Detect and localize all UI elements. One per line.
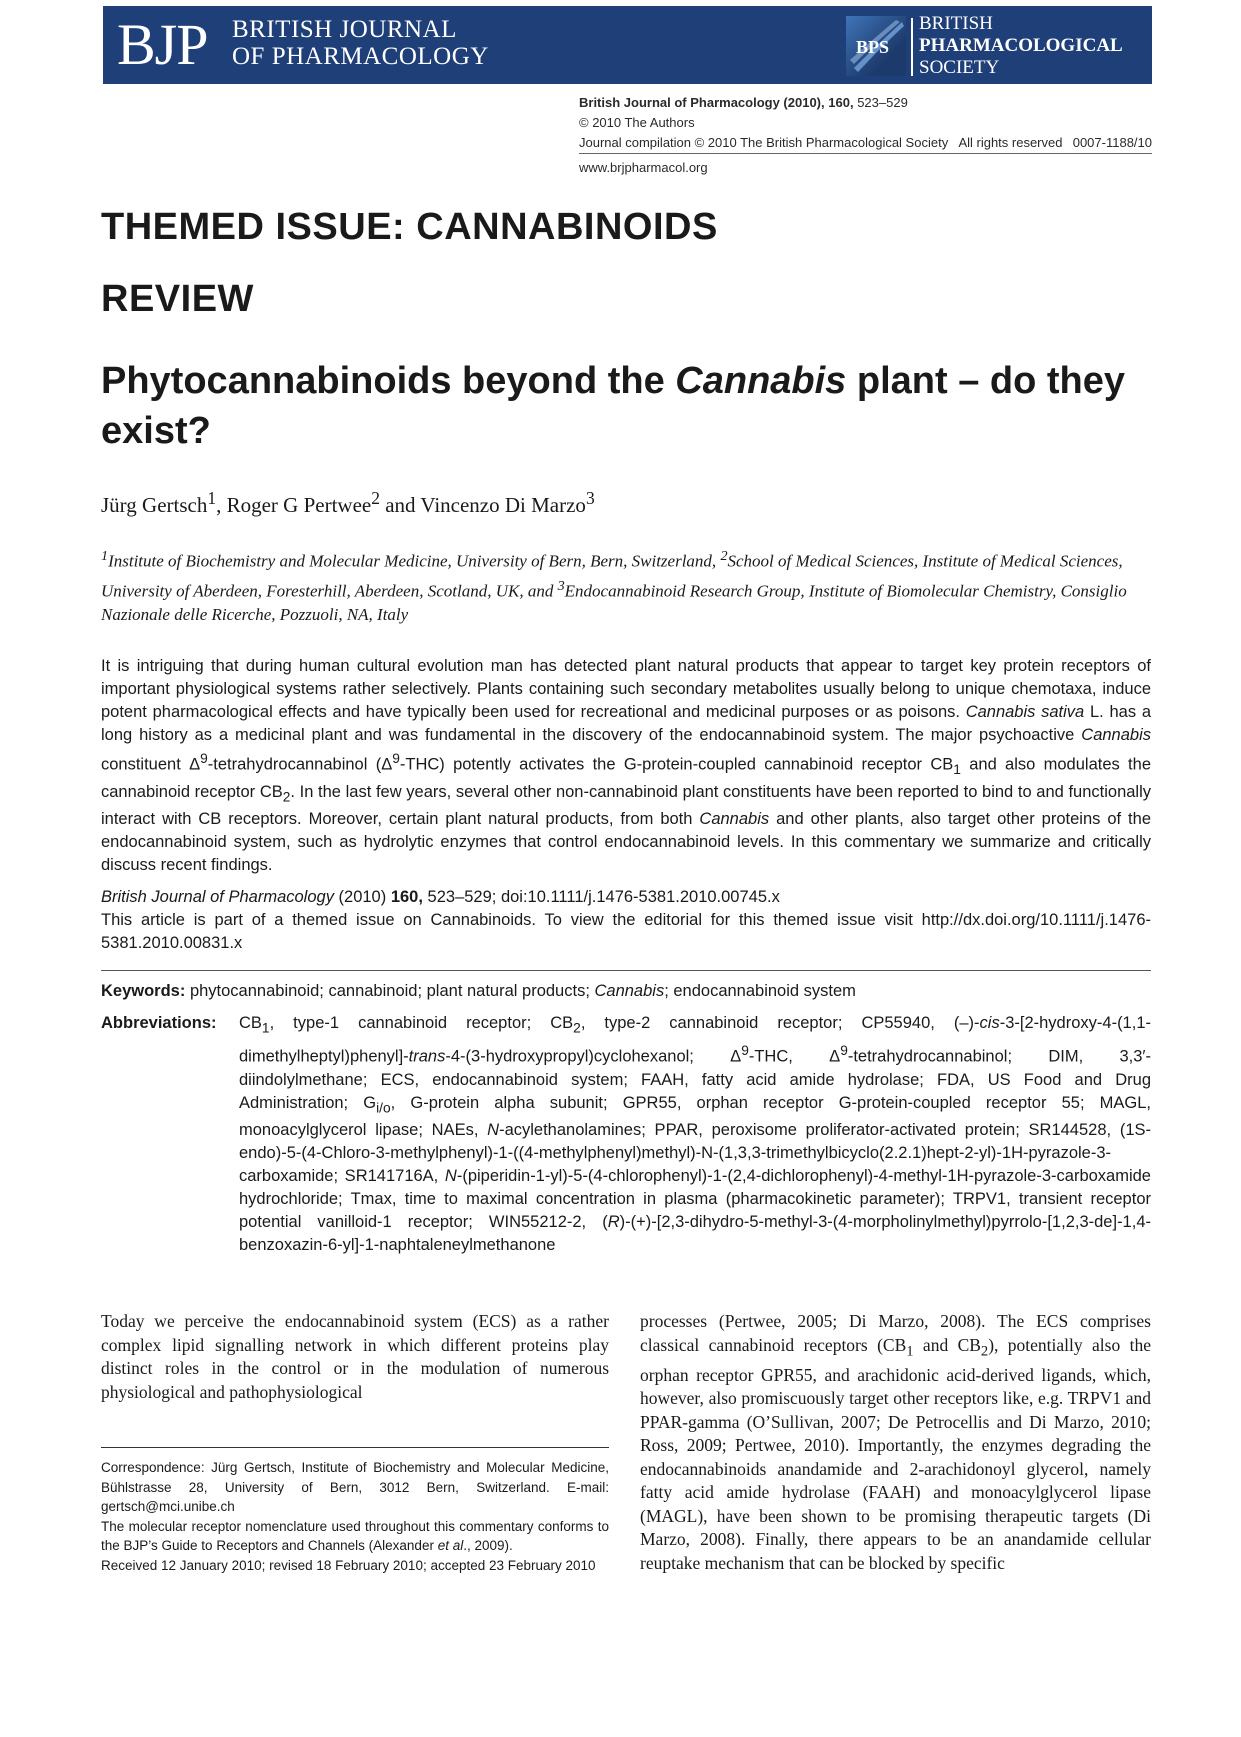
bps-logo xyxy=(846,16,906,76)
abbr-text: -3-[2-hydroxy-4-(1,1-dimethylheptyl)phenyl]- xyxy=(239,1014,1151,1066)
abstract-text: -THC) potently activates the G-protein-coupled cannabinoid receptor CB xyxy=(399,755,954,774)
article-title xyxy=(101,356,1151,456)
abbr-text: -THC, Δ xyxy=(748,1047,841,1066)
affiliations xyxy=(101,544,1151,627)
abbr-italic: N xyxy=(444,1167,457,1186)
body-left-column: Today we perceive the endocannabinoid system (ECS) as a rather complex lipid signalling network in which different proteins play distinct roles in the control or in the modulation of numerous physiological and pathophysiological xyxy=(101,1311,609,1402)
footnote-nomenclature xyxy=(101,1517,609,1556)
society-line1: BRITISH xyxy=(919,13,993,34)
footnote-rule xyxy=(101,1447,609,1448)
body-text: and CB xyxy=(913,1334,981,1355)
bjp-logo: BJP xyxy=(117,12,208,77)
journal-header-info xyxy=(579,93,1152,178)
themed-issue-label: THEMED ISSUE: CANNABINOIDS xyxy=(101,206,718,248)
keywords-text: ; endocannabinoid system xyxy=(664,982,856,1000)
footnote-received: Received 12 January 2010; revised 18 February 2010; accepted 23 February 2010 xyxy=(101,1557,596,1573)
abstract-text: -tetrahydrocannabinol (Δ xyxy=(207,755,393,774)
keywords xyxy=(101,980,1151,1003)
abstract-sup: 9 xyxy=(200,751,208,766)
abbr-text: -tetrahydrocannabinol; DIM, 3,3′-diindolylmethane; ECS, endocannabinoid system; FAAH, fatty acid amide hydrolase; FDA, US Food and Drug Administration; G xyxy=(239,1047,1151,1112)
footnote xyxy=(101,1458,609,1575)
journal-name-line1: BRITISH JOURNAL xyxy=(232,16,457,43)
header-rule xyxy=(579,153,1152,154)
issn: 0007-1188/10 xyxy=(1072,135,1152,150)
title-part1: Phytocannabinoids beyond the xyxy=(101,360,676,402)
review-label: REVIEW xyxy=(101,278,254,320)
body-text: ), potentially also the orphan receptor GPR55, and arachidonic acid-derived ligands, which, however, also promiscuously target other receptors like, e.g. TRPV1 and PPAR-gamma (O’Sullivan, 2007; De Petrocellis and Di Marzo, 2010; Ross, 2009; Pertwee, 2010). Importantly, the enzymes degrading the endocannabinoids anandamide and 2-arachidonoyl glycerol, namely fatty acid amide hydrolase (FAAH) and monoacylglycerol lipase (MAGL), have been shown to be promising therapeutic targets (Di Marzo, 2008). Finally, there appears to be an anandamide cellular reuptake mechanism that can be blocked by specific xyxy=(640,1334,1151,1573)
affiliation-sup: 2 xyxy=(720,548,728,564)
affiliation-sup: 1 xyxy=(101,548,109,564)
footnote-italic: et al xyxy=(437,1538,464,1553)
author-name: Vincenzo Di Marzo xyxy=(420,493,586,517)
body-sub: 1 xyxy=(906,1343,914,1359)
citation-journal: British Journal of Pharmacology xyxy=(101,888,334,906)
affiliation-text: Endocannabinoid Research Group, Institute of Biomolecular Chemistry, Consiglio Nazionale delle Ricerche, Pozzuoli, NA, Italy xyxy=(101,581,1127,625)
abbr-italic: cis xyxy=(979,1014,1000,1032)
abbr-italic: R xyxy=(607,1213,620,1232)
abbr-sup: 9 xyxy=(840,1043,848,1059)
affiliation-text: Institute of Biochemistry and Molecular Medicine, University of Bern, Bern, Switzerland, xyxy=(108,551,721,571)
keywords-italic: Cannabis xyxy=(594,982,665,1000)
journal-ref-volume: 160, xyxy=(828,95,854,110)
citation-line xyxy=(101,886,1151,909)
abbr-sub: 1 xyxy=(261,1020,270,1036)
body-text: processes (Pertwee, 2005; Di Marzo, 2008). The ECS comprises classical cannabinoid receptors (CB xyxy=(640,1311,1151,1355)
abbr-sup: 9 xyxy=(741,1043,749,1059)
abbr-text: -(piperidin-1-yl)-5-(4-chlorophenyl)-1-(2,4-dichlorophenyl)-4-methyl-1H-pyrazole-3-carboxamide hydrochloride; Tmax, time to maximal concentration in plasma (pharmacokinetic parameter); TRPV1, transient receptor potential vanilloid-1 receptor; WIN55212-2, ( xyxy=(239,1167,1151,1232)
keywords-rule xyxy=(101,970,1151,971)
abstract-sub: 1 xyxy=(953,761,961,777)
bps-logo-text: BPS xyxy=(856,37,890,57)
footnote-text: The molecular receptor nomenclature used throughout this commentary conforms to the BJP’s Guide to Receptors and Channels (Alexander xyxy=(101,1518,609,1553)
abbr-italic: N xyxy=(487,1121,500,1140)
abstract-text: constituent Δ xyxy=(101,755,201,774)
society-line2: PHARMACOLOGICAL xyxy=(919,35,1123,56)
journal-banner xyxy=(103,6,1152,84)
affiliation-sup: 3 xyxy=(557,577,565,594)
abstract-italic: Cannabis xyxy=(699,810,770,829)
compilation-line xyxy=(579,133,1152,153)
journal-reference xyxy=(579,93,1152,113)
author-separator: , xyxy=(216,493,227,517)
abbr-text: , type-2 cannabinoid receptor; CP55940, (–)- xyxy=(580,1014,980,1032)
journal-name-line2: OF PHARMACOLOGY xyxy=(232,43,489,70)
citation-volume: 160, xyxy=(390,888,423,906)
body-right-column xyxy=(640,1310,1151,1575)
abstract-italic: Cannabis xyxy=(1081,726,1151,744)
author-list xyxy=(101,488,595,518)
journal-ref-title: British Journal of Pharmacology (2010), xyxy=(579,95,825,110)
rights: All rights reserved xyxy=(958,135,1063,150)
abbr-text: -acylethanolamines; PPAR, peroxisome proliferator-activated protein; SR144528, (1S-endo)-5-(4-Chloro-3-methylphenyl)-1-((4-methylphenyl)methyl)-N-(1,3,3-trimethylbicyclo(2.2.1)hept-2-yl)-1H-pyrazole-3-carboxamide; SR141716A, xyxy=(239,1121,1152,1186)
website-link[interactable]: www.brjpharmacol.org xyxy=(579,160,708,175)
abstract-italic: Cannabis sativa xyxy=(965,703,1085,721)
abbr-sub: i/o xyxy=(376,1100,391,1116)
abstract-text: and other plants, also target other proteins of the endocannabinoid system, such as hydrolytic enzymes that control endocannabinoid levels. In this commentary we summarize and critically discuss recent findings. xyxy=(101,810,1151,875)
abbreviations-text xyxy=(239,1012,1151,1257)
citation-year: (2010) xyxy=(333,888,391,906)
society-name xyxy=(919,13,1123,79)
author-name: Roger G Pertwee xyxy=(226,493,372,517)
abbr-italic: trans xyxy=(408,1047,446,1066)
abbr-text: , G-protein alpha subunit; GPR55, orphan receptor G-protein-coupled receptor 55; MAGL, monoacylglycerol lipase; NAEs, xyxy=(239,1093,1152,1140)
affiliation-text: School of Medical Sciences, Institute of Medical Sciences, University of Aberdeen, Foresterhill, Aberdeen, Scotland, UK, and xyxy=(101,551,1123,601)
abstract-text: . In the last few years, several other non-cannabinoid plant constituents have been reported to bind to and functionally interact with CB receptors. Moreover, certain plant natural products, from both xyxy=(101,782,1151,829)
abstract-text: L. has a long history as a medicinal plant and was fundamental in the discovery of the endocannabinoid system. The major psychoactive xyxy=(101,703,1151,744)
journal-ref-pages: 523–529 xyxy=(857,95,908,110)
abbr-text: -4-(3-hydroxypropyl)cyclohexanol; Δ xyxy=(445,1047,742,1066)
body-sub: 2 xyxy=(980,1343,989,1359)
abstract-sup: 9 xyxy=(392,751,400,766)
author-affiliation-sup: 2 xyxy=(371,488,380,508)
abstract-text: It is intriguing that during human cultural evolution man has detected plant natural products that appear to target key protein receptors of important physiological systems rather selectively. Plants containing such secondary metabolites usually belong to unique chemotaxa, induce potent pharmacological effects and have typically been used for recreational and medicinal purposes or as poisons. xyxy=(101,657,1151,721)
abbr-text: CB xyxy=(239,1014,262,1032)
abbr-text: , type-1 cannabinoid receptor; CB xyxy=(269,1014,574,1032)
abstract xyxy=(101,655,1151,877)
title-italic: Cannabis xyxy=(675,360,847,402)
themed-issue-note[interactable]: This article is part of a themed issue on Cannabinoids. To view the editorial for this themed issue visit http://dx.doi.org/10.1111/j.1476-5381.2010.00831.x xyxy=(101,911,1151,952)
citation-doi: 523–529; doi:10.1111/j.1476-5381.2010.00745.x xyxy=(422,888,780,906)
abbr-sub: 2 xyxy=(573,1020,581,1036)
logo-divider xyxy=(911,18,913,76)
keywords-text: phytocannabinoid; cannabinoid; plant natural products; xyxy=(185,982,595,1000)
abbr-text: )-(+)-[2,3-dihydro-5-methyl-3-(4-morpholinylmethyl)pyrrolo-[1,2,3-de]-1,4-benzoxazin-6-yl]-1-naphtaleneylmethanone xyxy=(239,1213,1151,1255)
author-affiliation-sup: 1 xyxy=(207,488,217,508)
footnote-text: ., 2009). xyxy=(463,1538,513,1553)
keywords-label: Keywords: xyxy=(101,982,186,1000)
abbreviations-label: Abbreviations: xyxy=(101,1014,217,1032)
abstract-sub: 2 xyxy=(282,789,291,805)
compilation: Journal compilation © 2010 The British Pharmacological Society xyxy=(579,135,949,150)
title-part2: plant – do they exist? xyxy=(101,360,1126,452)
author-name: Jürg Gertsch xyxy=(101,493,208,517)
society-line3: SOCIETY xyxy=(919,57,1000,78)
copyright: © 2010 The Authors xyxy=(579,115,695,130)
author-separator: and xyxy=(379,493,421,517)
journal-name xyxy=(232,16,489,70)
abstract-text: and also modulates the cannabinoid receptor CB xyxy=(101,755,1151,801)
footnote-correspondence: Correspondence: Jürg Gertsch, Institute of Biochemistry and Molecular Medicine, Bühlstrasse 28, University of Bern, 3012 Bern, Switzerland. E-mail: gertsch@mci.unibe.ch xyxy=(101,1460,609,1514)
author-affiliation-sup: 3 xyxy=(585,488,595,508)
